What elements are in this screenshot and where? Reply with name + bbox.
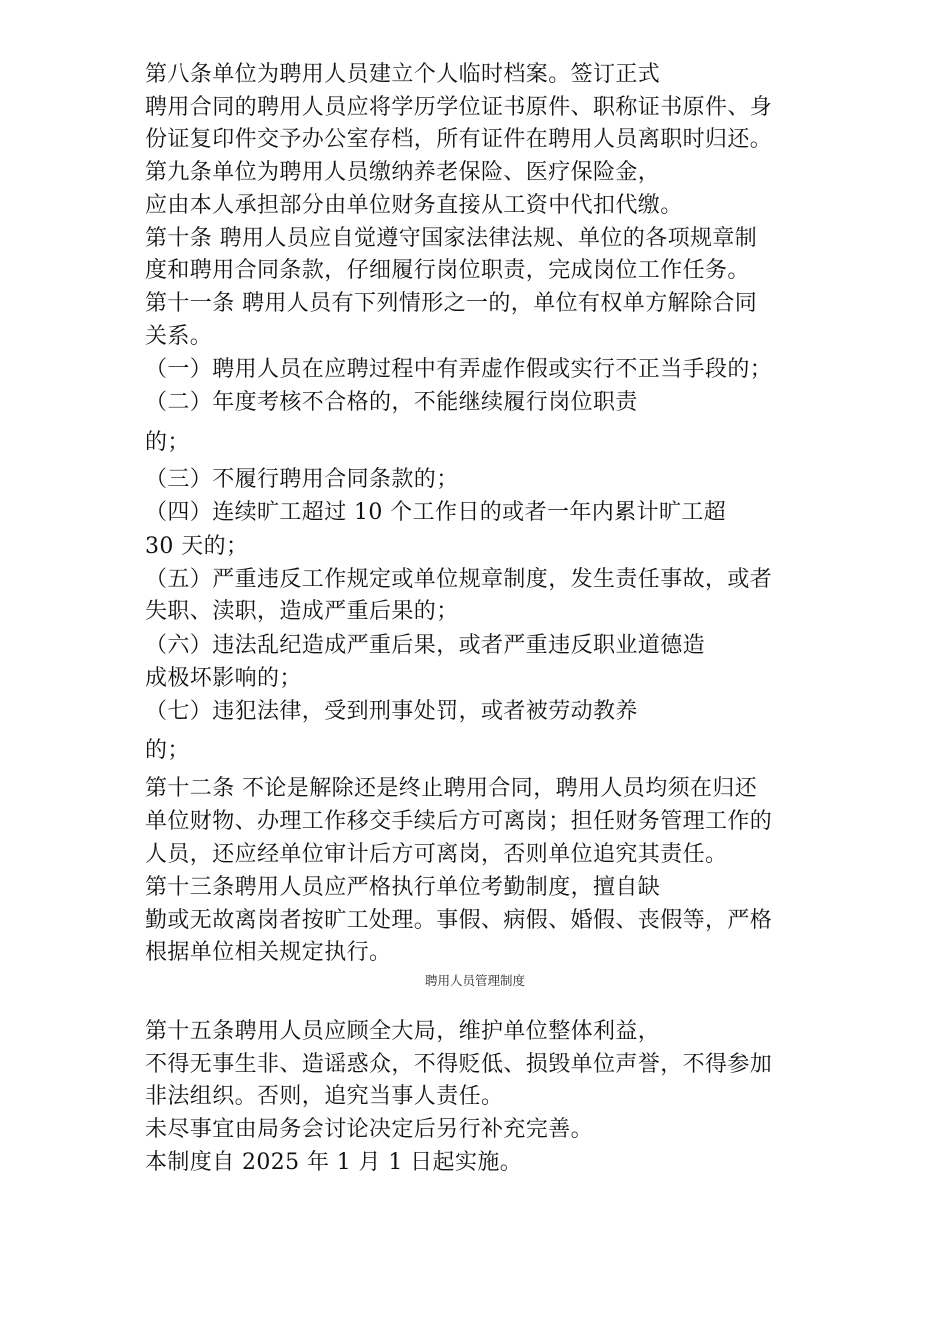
text-line: 未尽事宜由局务会讨论决定后另行补充完善。: [145, 1117, 594, 1142]
text-line: 单位财物、办理工作移交手续后方可离岗；担任财务管理工作的: [145, 809, 773, 834]
text-line: 应由本人承担部分由单位财务直接从工资中代扣代缴。: [145, 193, 683, 218]
text-line: 非法组织。否则，追究当事人责任。: [145, 1084, 504, 1109]
text-line: 第八条单位为聘用人员建立个人临时档案。签订正式: [145, 62, 661, 87]
text-line: 第十二条 不论是解除还是终止聘用合同，聘用人员均须在归还: [145, 776, 758, 801]
text-line: 本制度自 2025 年 1 月 1 日起实施。: [145, 1150, 523, 1175]
text-line: 第十五条聘用人员应顾全大局，维护单位整体利益，: [145, 1019, 661, 1044]
text-line: （四）连续旷工超过 10 个工作日的或者一年内累计旷工超: [145, 500, 727, 525]
text-line: （五）严重违反工作规定或单位规章制度，发生责任事故，或者: [145, 567, 773, 592]
text-line: （七）违犯法律，受到刑事处罚，或者被劳动教养: [145, 699, 638, 724]
text-line: （三）不履行聘用合同条款的；: [145, 467, 459, 492]
text-line: 第十三条聘用人员应严格执行单位考勤制度，擅自缺: [145, 875, 661, 900]
text-line: 第九条单位为聘用人员缴纳养老保险、医疗保险金，: [145, 160, 661, 185]
section-caption: 聘用人员管理制度: [424, 973, 525, 988]
text-line: （二）年度考核不合格的，不能继续履行岗位职责: [145, 390, 638, 415]
text-line: 勤或无故离岗者按旷工处理。事假、病假、婚假、丧假等，严格: [145, 908, 773, 933]
text-line: 的；: [145, 430, 190, 455]
text-line: 第十条 聘用人员应自觉遵守国家法律法规、单位的各项规章制: [145, 226, 758, 251]
text-line: （六）违法乱纪造成严重后果，或者严重违反职业道德造: [145, 633, 706, 658]
text-line: 聘用合同的聘用人员应将学历学位证书原件、职称证书原件、身: [145, 95, 773, 120]
text-line: 的；: [145, 738, 190, 763]
text-line: 关系。: [145, 324, 213, 349]
text-line: 失职、渎职，造成严重后果的；: [145, 599, 459, 624]
text-line: （一）聘用人员在应聘过程中有弄虚作假或实行不正当手段的；: [145, 357, 773, 382]
text-line: 30 天的；: [145, 534, 249, 559]
text-line: 不得无事生非、造谣惑众，不得贬低、损毁单位声誉，不得参加: [145, 1052, 773, 1077]
text-line: 成极坏影响的；: [145, 666, 302, 691]
text-line: 度和聘用合同条款，仔细履行岗位职责，完成岗位工作任务。: [145, 258, 750, 283]
text-line: 根据单位相关规定执行。: [145, 940, 392, 965]
text-line: 第十一条 聘用人员有下列情形之一的，单位有权单方解除合同: [145, 291, 758, 316]
text-line: 人员，还应经单位审计后方可离岗，否则单位追究其责任。: [145, 842, 728, 867]
text-line: 份证复印件交予办公室存档，所有证件在聘用人员离职时归还。: [145, 127, 773, 152]
